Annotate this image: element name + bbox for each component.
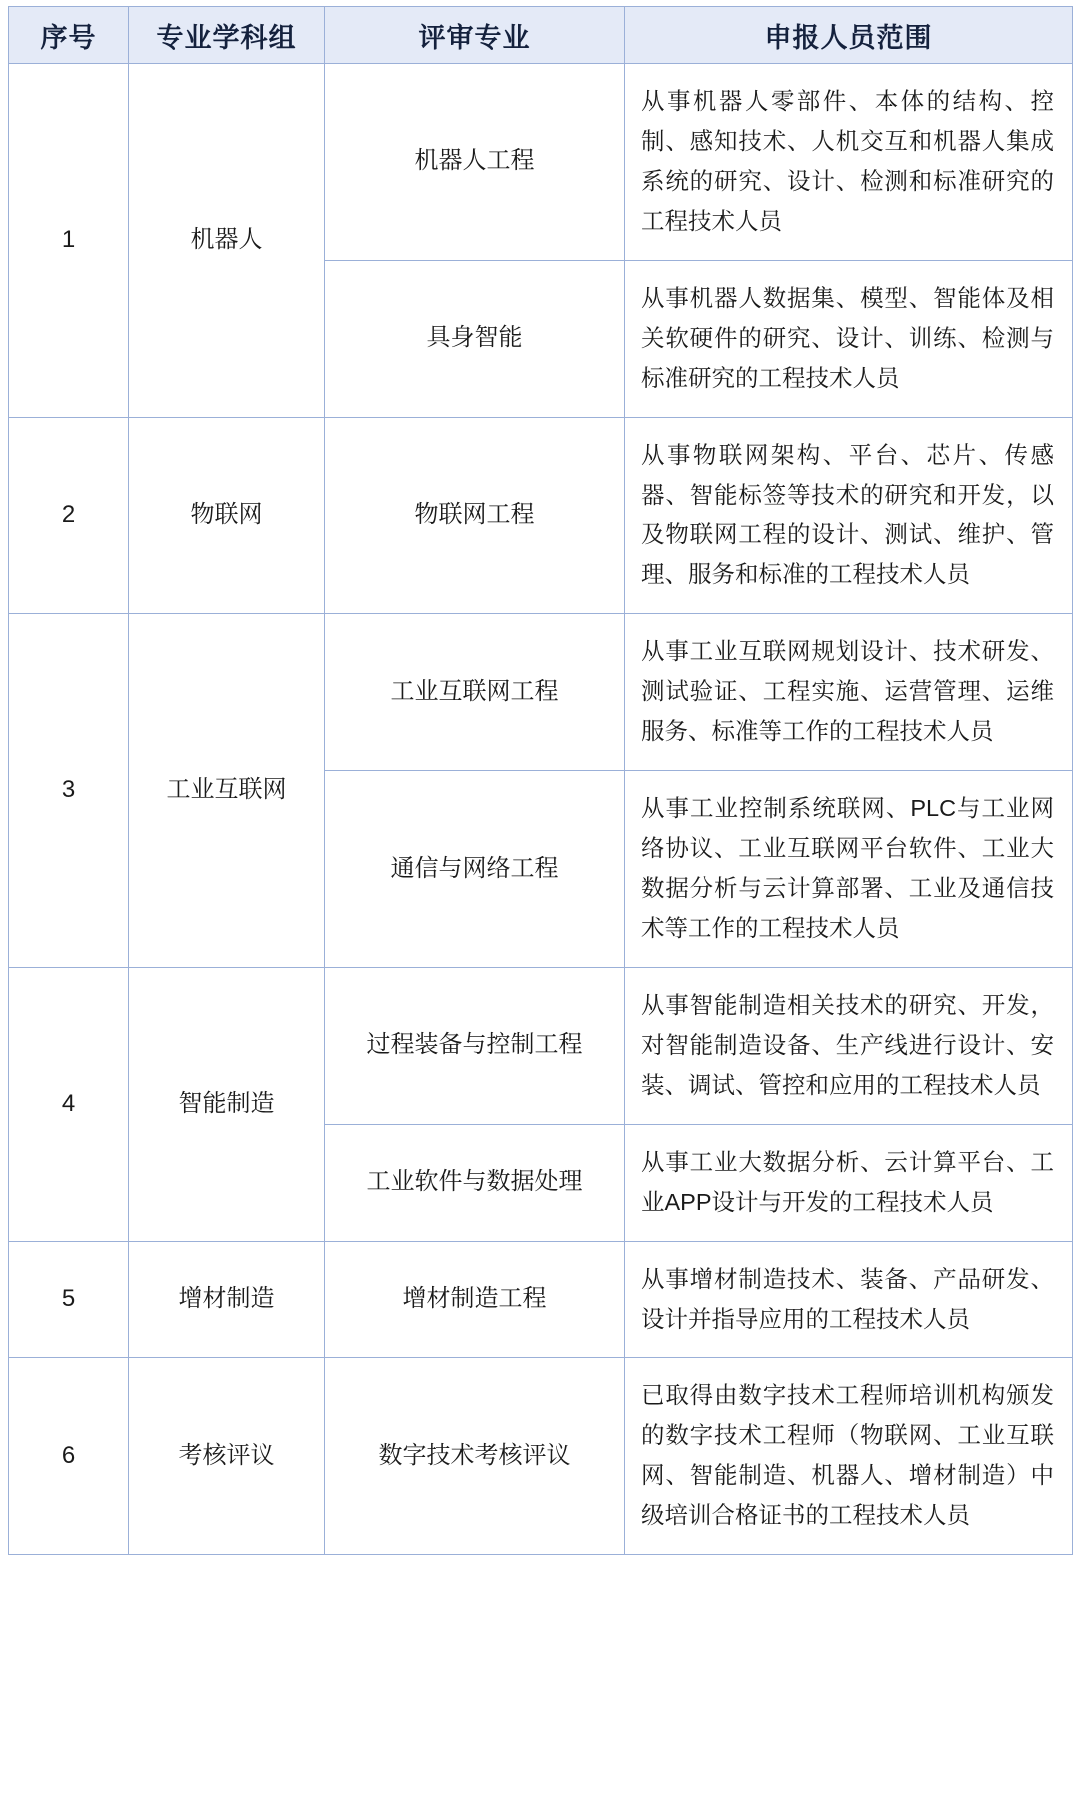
table-body <box>9 64 1073 1555</box>
cell-index: 1 <box>9 64 129 418</box>
cell-major: 工业软件与数据处理 <box>325 1124 625 1241</box>
table-row <box>9 1358 1073 1555</box>
table-header <box>9 7 1073 64</box>
cell-group: 机器人 <box>129 64 325 418</box>
cell-scope: 从事机器人零部件、本体的结构、控制、感知技术、人机交互和机器人集成系统的研究、设计、检测和标准研究的工程技术人员 <box>625 64 1073 261</box>
column-header-scope: 申报人员范围 <box>625 7 1073 64</box>
cell-scope: 从事工业互联网规划设计、技术研发、测试验证、工程实施、运营管理、运维服务、标准等工作的工程技术人员 <box>625 614 1073 771</box>
table-row <box>9 417 1073 614</box>
column-header-major: 评审专业 <box>325 7 625 64</box>
cell-scope: 从事智能制造相关技术的研究、开发，对智能制造设备、生产线进行设计、安装、调试、管控和应用的工程技术人员 <box>625 967 1073 1124</box>
cell-group: 增材制造 <box>129 1241 325 1358</box>
cell-major: 具身智能 <box>325 260 625 417</box>
cell-group: 工业互联网 <box>129 614 325 968</box>
table-row <box>9 1241 1073 1358</box>
cell-index: 3 <box>9 614 129 968</box>
cell-scope: 从事机器人数据集、模型、智能体及相关软硬件的研究、设计、训练、检测与标准研究的工程技术人员 <box>625 260 1073 417</box>
cell-major: 机器人工程 <box>325 64 625 261</box>
cell-scope: 从事工业控制系统联网、PLC与工业网络协议、工业互联网平台软件、工业大数据分析与云计算部署、工业及通信技术等工作的工程技术人员 <box>625 771 1073 968</box>
cell-index: 6 <box>9 1358 129 1555</box>
cell-group: 考核评议 <box>129 1358 325 1555</box>
cell-index: 2 <box>9 417 129 614</box>
table-row <box>9 64 1073 261</box>
cell-index: 4 <box>9 967 129 1241</box>
table-row <box>9 614 1073 771</box>
table-row <box>9 967 1073 1124</box>
cell-major: 物联网工程 <box>325 417 625 614</box>
cell-major: 通信与网络工程 <box>325 771 625 968</box>
cell-scope: 从事物联网架构、平台、芯片、传感器、智能标签等技术的研究和开发，以及物联网工程的设计、测试、维护、管理、服务和标准的工程技术人员 <box>625 417 1073 614</box>
cell-scope: 从事工业大数据分析、云计算平台、工业APP设计与开发的工程技术人员 <box>625 1124 1073 1241</box>
professional-review-table <box>8 6 1073 1555</box>
cell-group: 物联网 <box>129 417 325 614</box>
cell-group: 智能制造 <box>129 967 325 1241</box>
column-header-index: 序号 <box>9 7 129 64</box>
cell-major: 工业互联网工程 <box>325 614 625 771</box>
cell-major: 数字技术考核评议 <box>325 1358 625 1555</box>
table-header-row <box>9 7 1073 64</box>
cell-scope: 从事增材制造技术、装备、产品研发、设计并指导应用的工程技术人员 <box>625 1241 1073 1358</box>
cell-index: 5 <box>9 1241 129 1358</box>
column-header-group: 专业学科组 <box>129 7 325 64</box>
cell-major: 增材制造工程 <box>325 1241 625 1358</box>
cell-scope: 已取得由数字技术工程师培训机构颁发的数字技术工程师（物联网、工业互联网、智能制造、机器人、增材制造）中级培训合格证书的工程技术人员 <box>625 1358 1073 1555</box>
cell-major: 过程装备与控制工程 <box>325 967 625 1124</box>
